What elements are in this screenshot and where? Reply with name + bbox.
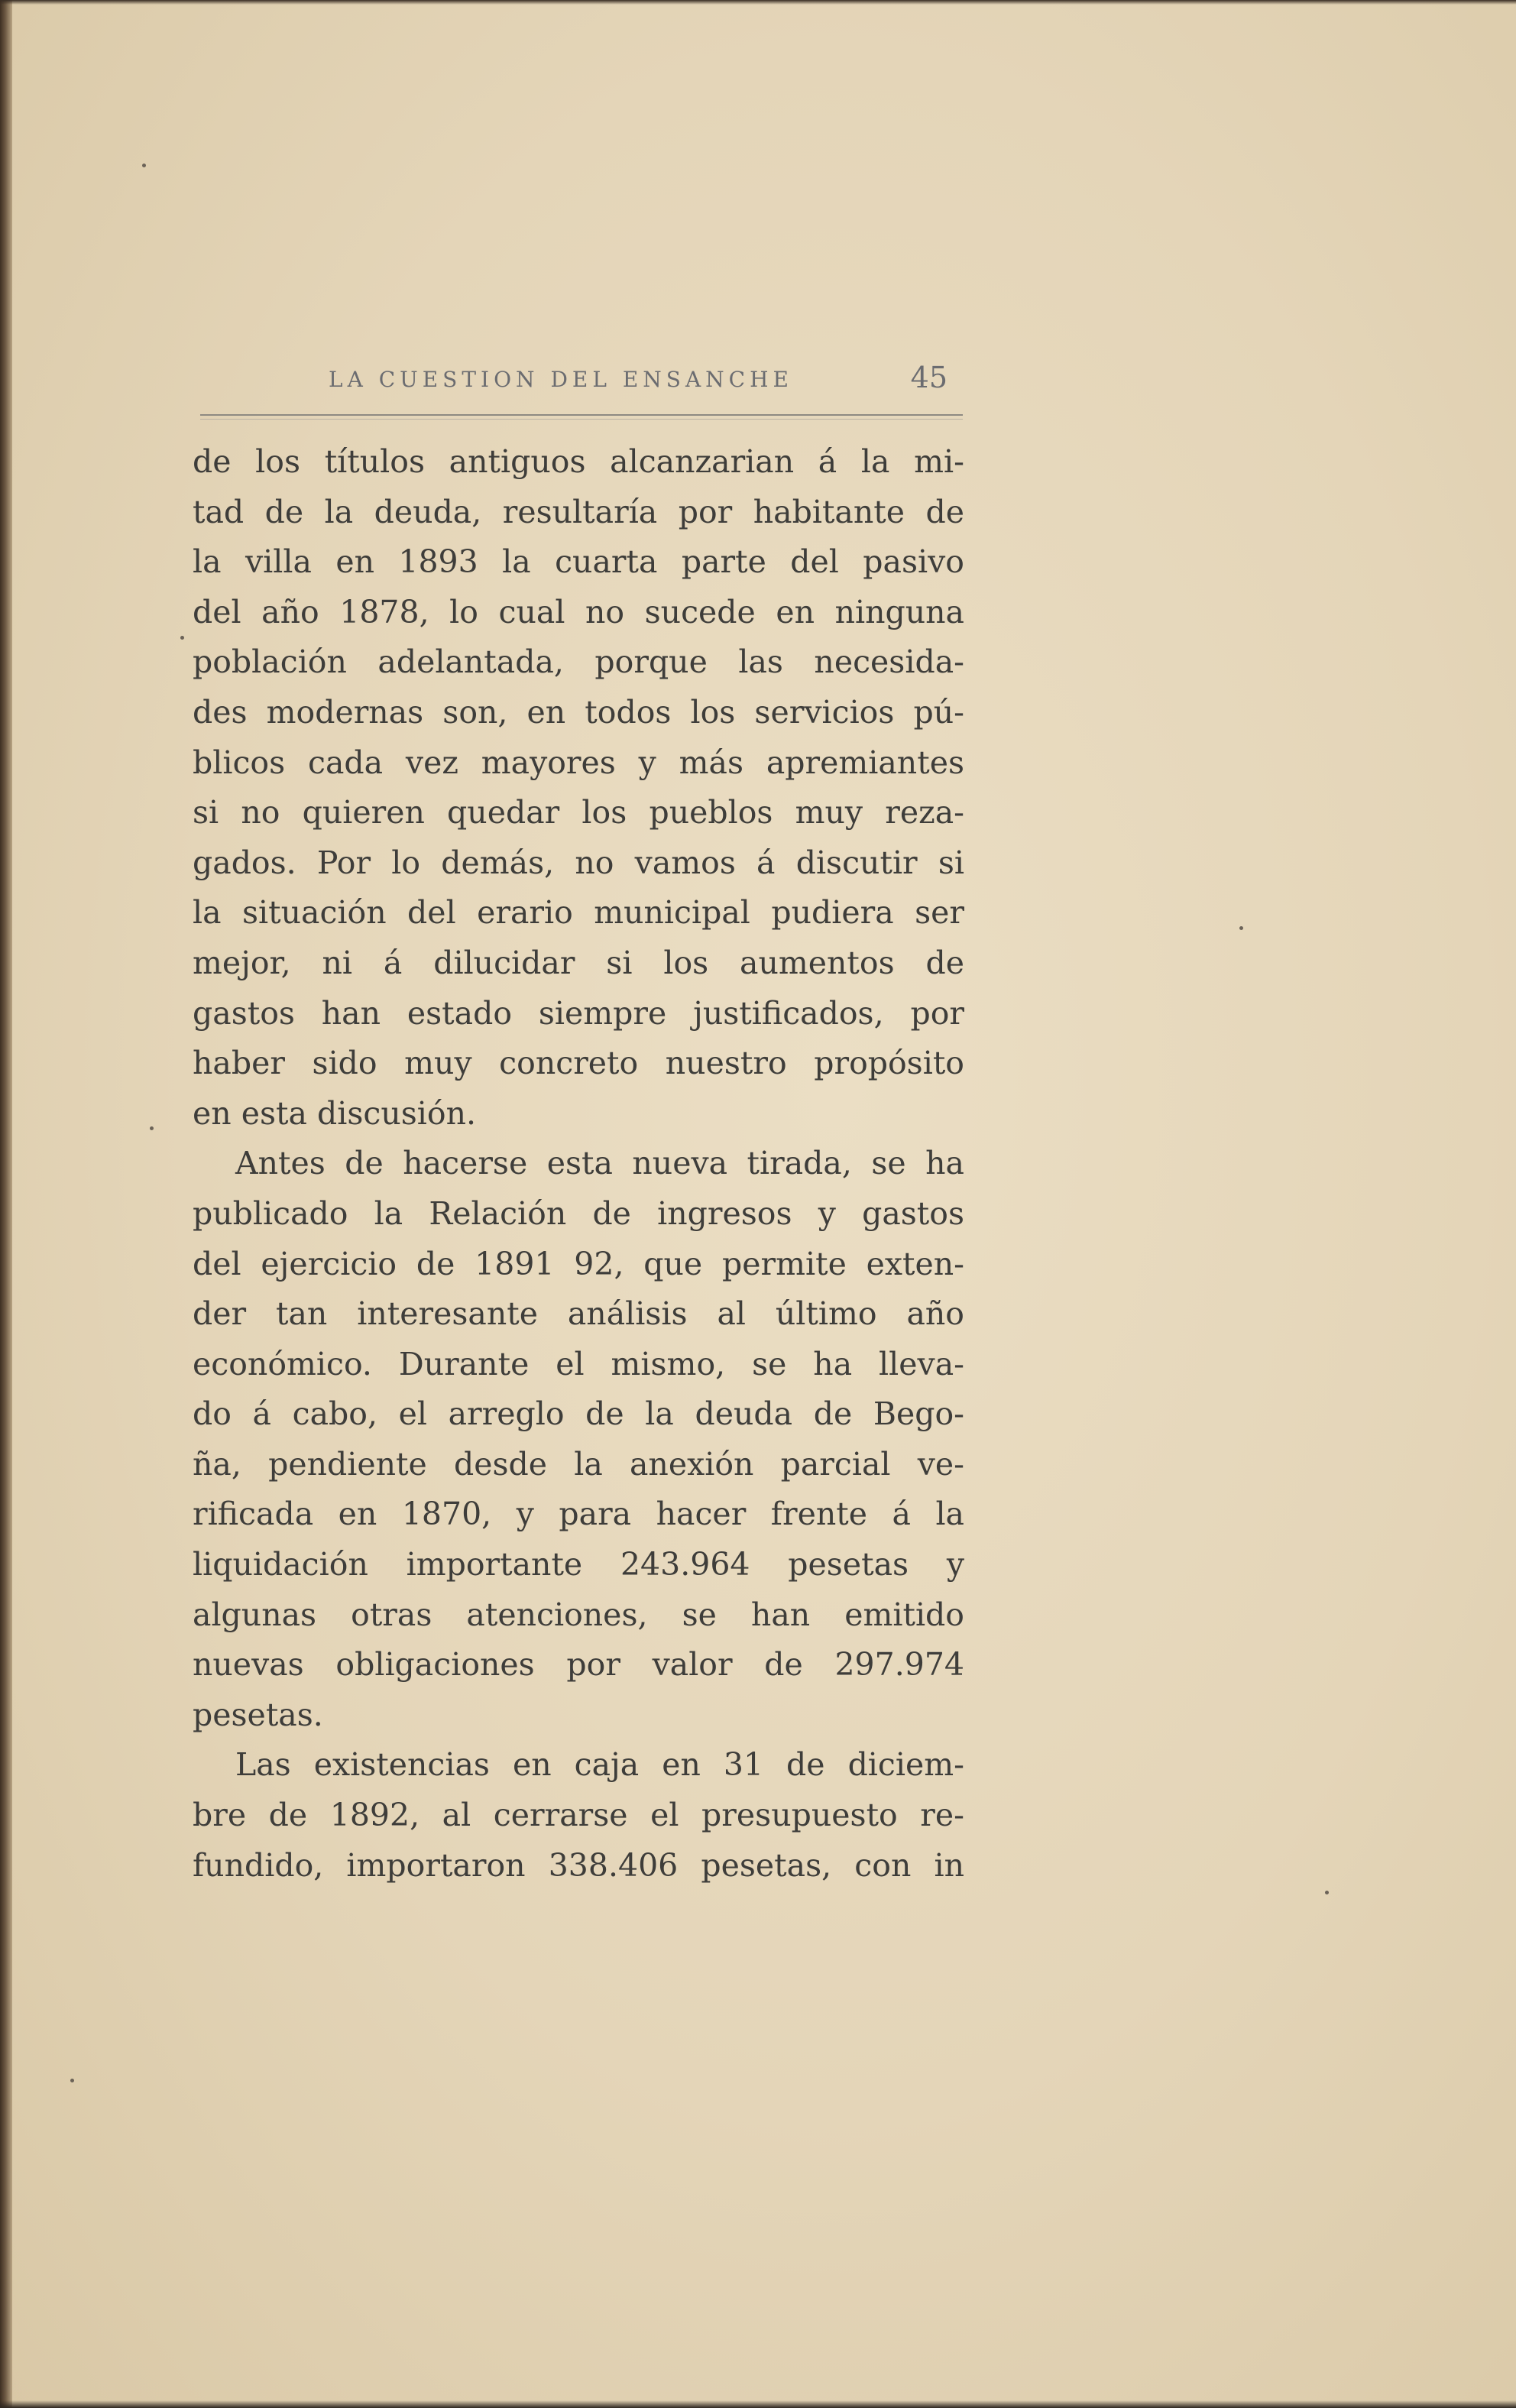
text-line: la situación del erario municipal pudiera ser (193, 894, 964, 932)
header-rule-secondary (200, 419, 963, 420)
text-line: bre de 1892, al cerrarse el presupuesto re- (193, 1797, 964, 1834)
text-line: si no quieren quedar los pueblos muy reza- (193, 794, 964, 831)
body-text (193, 437, 964, 1891)
text-line: haber sido muy concreto nuestro propósito (193, 1045, 964, 1082)
text-line: nuevas obligaciones por valor de 297.974 (193, 1646, 964, 1684)
text-line: blicos cada vez mayores y más apremiantes (193, 744, 964, 781)
text-line: des modernas son, en todos los servicios pú- (193, 693, 964, 731)
text-line: la villa en 1893 la cuarta parte del pasivo (193, 543, 964, 581)
text-line: pesetas. (193, 1696, 323, 1733)
text-line: de los títulos antiguos alcanzarian á la mi- (193, 443, 964, 480)
text-line: der tan interesante análisis al último año (193, 1295, 964, 1333)
text-line: tad de la deuda, resultaría por habitante de (193, 493, 964, 530)
text-line: rificada en 1870, y para hacer frente á la (193, 1496, 964, 1533)
text-line: del año 1878, lo cual no sucede en ninguna (193, 593, 964, 630)
binding-edge (0, 0, 12, 2408)
text-line: Las existencias en caja en 31 de diciem- (235, 1746, 964, 1784)
header-rule (200, 414, 963, 416)
text-line: ña, pendiente desde la anexión parcial ve- (193, 1445, 964, 1483)
text-line: mejor, ni á dilucidar si los aumentos de (193, 944, 964, 981)
bottom-edge-shadow (0, 2400, 1516, 2408)
top-edge-shadow (0, 0, 1516, 5)
text-line: liquidación importante 243.964 pesetas y (193, 1546, 964, 1583)
text-line: do á cabo, el arreglo de la deuda de Bego- (193, 1395, 964, 1433)
paper-speck (150, 1126, 154, 1130)
text-line: del ejercicio de 1891 92, que permite exten- (193, 1245, 964, 1282)
text-line: gados. Por lo demás, no vamos á discutir si (193, 844, 964, 881)
text-line: en esta discusión. (193, 1094, 477, 1132)
text-line: algunas otras atenciones, se han emitido (193, 1596, 964, 1633)
text-line: población adelantada, porque las necesida- (193, 643, 964, 681)
paper-speck (180, 636, 184, 640)
paper-speck (70, 2079, 74, 2082)
page-number: 45 (910, 361, 948, 394)
text-line: gastos han estado siempre justificados, por (193, 994, 964, 1032)
paper-speck (1239, 926, 1243, 930)
paper-speck (1325, 1891, 1329, 1894)
paper-speck (142, 164, 146, 167)
text-line: fundido, importaron 338.406 pesetas, con in (193, 1846, 964, 1884)
running-head (329, 361, 963, 407)
running-title: LA CUESTION DEL ENSANCHE (329, 367, 793, 392)
text-line: publicado la Relación de ingresos y gastos (193, 1194, 964, 1232)
text-line: económico. Durante el mismo, se ha lleva- (193, 1345, 964, 1382)
text-line: Antes de hacerse esta nueva tirada, se ha (235, 1145, 964, 1182)
